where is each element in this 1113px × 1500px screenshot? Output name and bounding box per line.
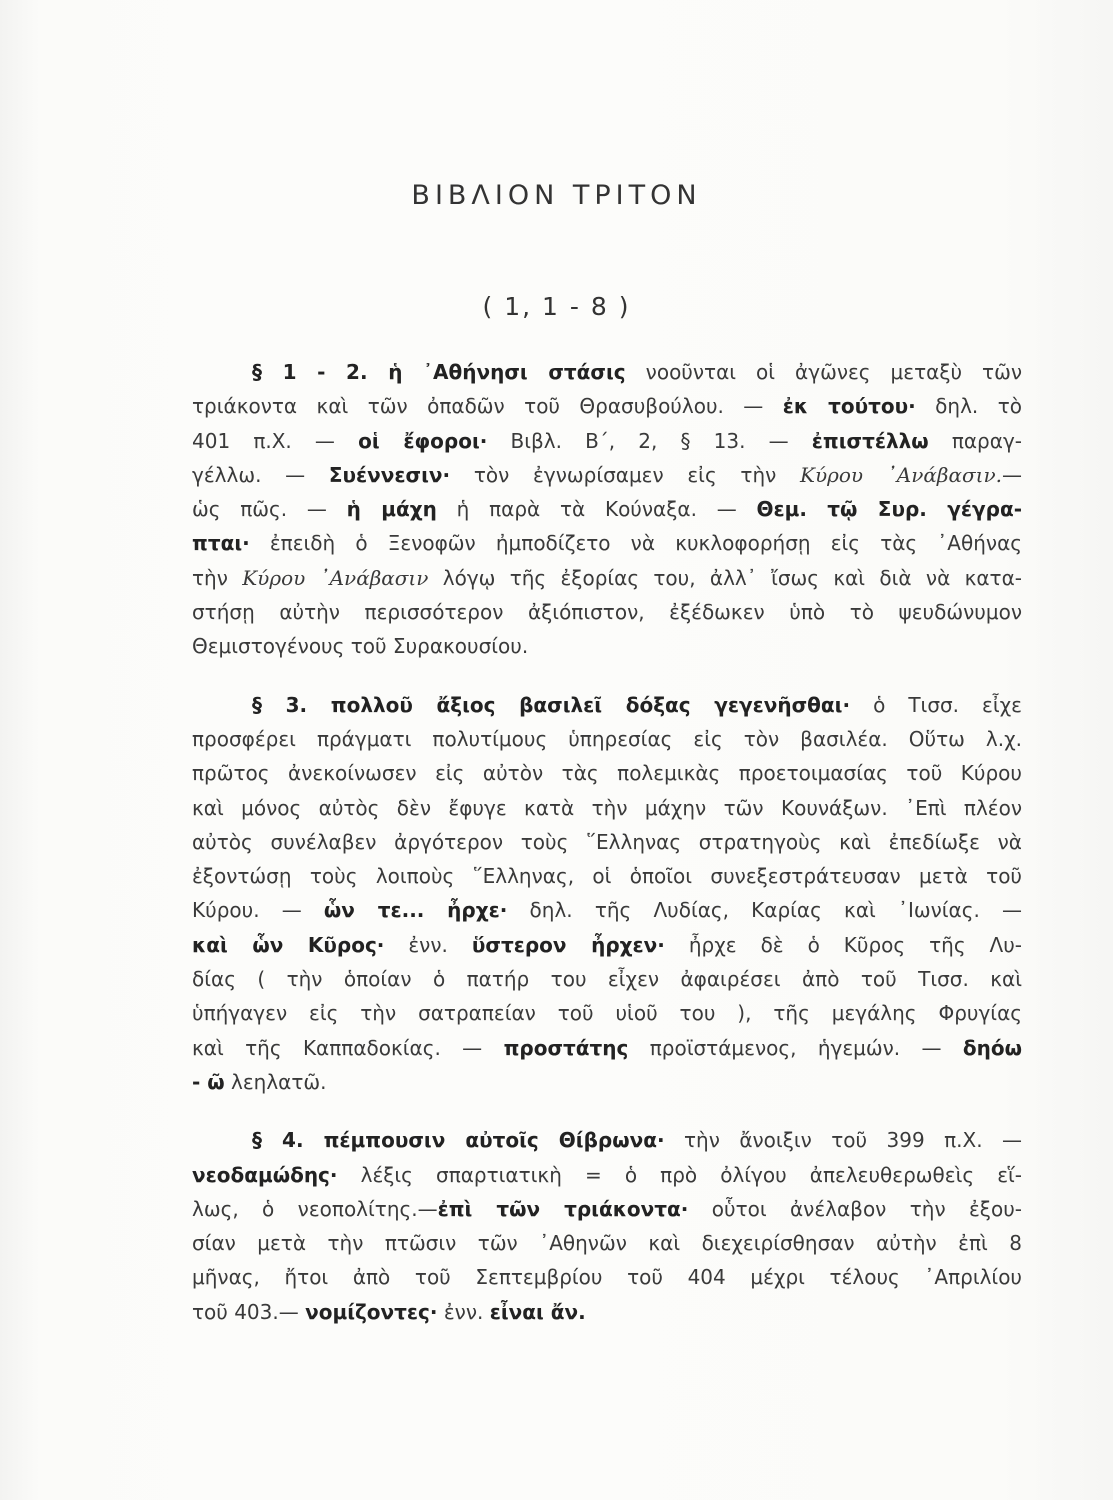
note-line: καὶ ὧν Κῦρος· ἐνν. ὕστερον ἦρχεν· ἦρχε δὲ ὁ Κῦρος τῆς Λυ-: [192, 932, 1022, 957]
book-title: ΒΙΒΛΙΟΝ ΤΡΙΤΟΝ: [411, 180, 702, 211]
note-line: Κύρου. — ὧν τε... ἦρχε· δηλ. τῆς Λυδίας, Καρίας καὶ ᾿Ιωνίας. —: [192, 898, 1022, 923]
note-line: καὶ τῆς Καππαδοκίας. — προστάτης προϊστάμενος, ἡγεμών. — δηόω: [192, 1035, 1022, 1060]
note-line: δίας ( τὴν ὁποίαν ὁ πατήρ του εἶχεν ἀφαιρέσει ἀπὸ τοῦ Τισσ. καὶ: [192, 967, 1022, 992]
note-line: καὶ μόνος αὐτὸς δὲν ἔφυγε κατὰ τὴν μάχην τῶν Κουνάξων. ᾿Επὶ πλέον: [192, 795, 1022, 820]
note-line: § 4. πέμπουσιν αὐτοῖς Θίβρωνα· τὴν ἄνοιξιν τοῦ 399 π.Χ. —: [252, 1128, 1022, 1153]
note-line: Θεμιστογένους τοῦ Συρακουσίου.: [192, 634, 529, 659]
note-line: - ῶ λεηλατῶ.: [192, 1069, 327, 1094]
note-line: ὑπήγαγεν εἰς τὴν σατραπείαν τοῦ υἱοῦ του ), τῆς μεγάλης Φρυγίας: [192, 1001, 1022, 1026]
note-line: πρῶτος ἀνεκοίνωσεν εἰς αὐτὸν τὰς πολεμικὰς προετοιμασίας τοῦ Κύρου: [192, 761, 1022, 786]
note-line: τριάκοντα καὶ τῶν ὀπαδῶν τοῦ Θρασυβούλου. — ἐκ τούτου· δηλ. τὸ: [192, 394, 1022, 419]
note-line: νεοδαμώδης· λέξις σπαρτιατικὴ = ὁ πρὸ ὀλίγου ἀπελευθερωθεὶς εἵ-: [192, 1162, 1022, 1187]
note-line: τοῦ 403.— νομίζοντες· ἐνν. εἶναι ἄν.: [192, 1299, 586, 1324]
note-line: § 3. πολλοῦ ἄξιος βασιλεῖ δόξας γεγενῆσθαι· ὁ Τισσ. εἶχε: [252, 692, 1022, 717]
note-line: μῆνας, ἤτοι ἀπὸ τοῦ Σεπτεμβρίου τοῦ 404 μέχρι τέλους ᾿Απριλίου: [192, 1265, 1022, 1290]
note-line: στήσῃ αὐτὴν περισσότερον ἀξιόπιστον, ἐξέδωκεν ὑπὸ τὸ ψευδώνυμον: [192, 600, 1022, 625]
note-line: πται· ἐπειδὴ ὁ Ξενοφῶν ἠμποδίζετο νὰ κυκλοφορήσῃ εἰς τὰς ᾿Αθήνας: [192, 531, 1022, 556]
note-line: ἐξοντώσῃ τοὺς λοιποὺς ῞Ελληνας, οἱ ὁποῖοι συνεξεστράτευσαν μετὰ τοῦ: [192, 864, 1022, 889]
note-line: ὡς πῶς. — ἡ μάχη ἡ παρὰ τὰ Κούναξα. — Θεμ. τῷ Συρ. γέγρα-: [192, 497, 1022, 522]
note-line: λως, ὁ νεοπολίτης.—ἐπὶ τῶν τριάκοντα· οὗτοι ἀνέλαβον τὴν ἐξου-: [192, 1196, 1022, 1221]
note-line: προσφέρει πράγματι πολυτίμους ὑπηρεσίας εἰς τὸν βασιλέα. Οὕτω λ.χ.: [192, 726, 1022, 751]
commentary-notes: [192, 355, 1022, 1329]
note-line: § 1 - 2. ἡ ᾿Αθήνησι στάσις νοοῦνται οἱ ἀγῶνες μεταξὺ τῶν: [252, 360, 1023, 384]
chapter-reference: ( 1, 1 - 8 ): [482, 292, 631, 321]
note-line: αὐτὸς συνέλαβεν ἀργότερον τοὺς ῞Ελληνας στρατηγοὺς καὶ ἐπεδίωξε νὰ: [192, 829, 1022, 854]
note-line: 401 π.Χ. — οἱ ἔφοροι· Βιβλ. Β΄, 2, § 13. — ἐπιστέλλω παραγ-: [192, 428, 1022, 453]
note-line: σίαν μετὰ τὴν πτῶσιν τῶν ᾿Αθηνῶν καὶ διεχειρίσθησαν αὐτὴν ἐπὶ 8: [192, 1231, 1022, 1256]
note-line: γέλλω. — Συέννεσιν· τὸν ἐγνωρίσαμεν εἰς τὴν Κύρου ᾿Ανάβασιν.—: [192, 462, 1022, 487]
note-line: τὴν Κύρου ᾿Ανάβασιν λόγῳ τῆς ἐξορίας του, ἀλλ᾿ ἴσως καὶ διὰ νὰ κατα-: [192, 565, 1022, 590]
